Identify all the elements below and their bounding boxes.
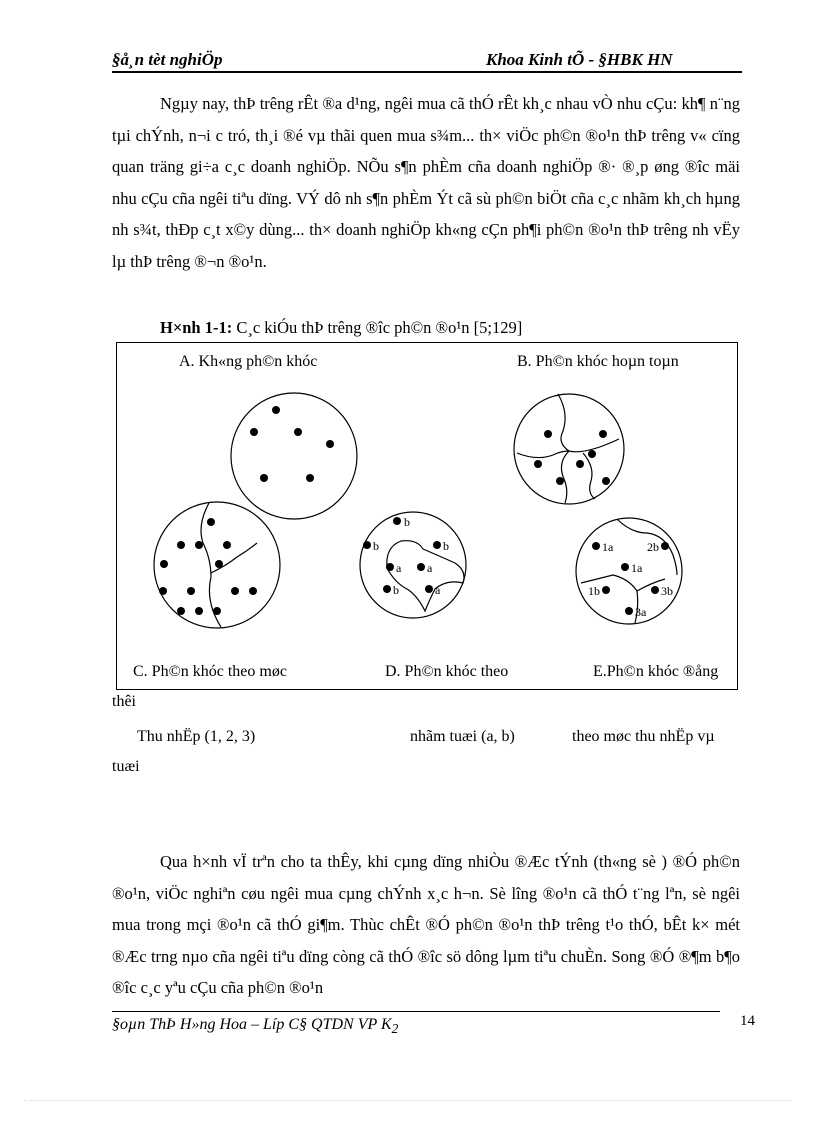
figure-caption-label: H×nh 1-1: (160, 318, 233, 337)
segment-mark: 1b (588, 584, 600, 598)
segment-mark: a (435, 583, 441, 597)
footer-author (112, 1016, 398, 1037)
dot-c (177, 541, 185, 549)
dot-d (363, 541, 371, 549)
segment-mark: b (373, 539, 379, 553)
header-right: Khoa Kinh tÕ - §HBK HN (486, 50, 673, 69)
dot-e (621, 563, 629, 571)
dot-a (294, 428, 302, 436)
segment-mark: 1a (602, 540, 614, 554)
dot-c (195, 607, 203, 615)
dot-d (393, 517, 401, 525)
boundary-b (561, 451, 569, 503)
sub-label-e-continued: tuæi (112, 758, 140, 775)
label-a: A. Kh«ng ph©n khóc (179, 353, 318, 370)
sub-label-d: nhãm tuæi (a, b) (410, 728, 515, 745)
label-c-continued: thêi (112, 693, 136, 710)
dot-e (602, 586, 610, 594)
page-edge-dotted-line (24, 1100, 792, 1101)
footer-author-text: §oµn ThÞ H»ng Hoa – Líp C§ QTDN VP K (112, 1016, 392, 1033)
dot-b (534, 460, 542, 468)
header-left: §å¸n tèt nghiÖp (112, 50, 223, 69)
dot-c (187, 587, 195, 595)
segment-mark: b (443, 539, 449, 553)
dot-c (177, 607, 185, 615)
segment-mark: a (427, 561, 433, 575)
circle-d (360, 512, 466, 618)
boundary-e (581, 575, 638, 623)
segment-mark: 3a (635, 605, 647, 619)
dot-c (207, 518, 215, 526)
label-e: E.Ph©n khóc ®ång (593, 663, 719, 680)
figure-box (116, 342, 738, 690)
footer-rule (112, 1011, 720, 1012)
segment-mark: b (404, 515, 410, 529)
dot-b (602, 477, 610, 485)
dot-b (544, 430, 552, 438)
dot-d (425, 585, 433, 593)
dot-a (260, 474, 268, 482)
paragraph-analysis: Qua h×nh vÏ trªn cho ta thÊy, khi cµng dïng nhiÒu ®Æc tÝnh (th«ng sè ) ®Ó ph©n ®o¹n, viÖc nghiªn cøu ngêi mua cµng chÝnh x¸c h¬n. Sè lîng ®o¹n cã thÓ t¨ng lªn, sè ngêi mua trong mçi ®o¹n cã thÓ gi¶m. Thùc chÊt ®Ó ph©n ®o¹n thÞ trêng t¹o thÓ, bÊt k× mét ®Æc trng nµo cña ngêi tiªu dïng còng cã thÓ ®îc sö dông lµm tiªu chuÈn. Song ®Ó ®¶m b¶o ®îc c¸c yªu cÇu cña ph©n ®o¹n (112, 852, 740, 998)
dot-a (306, 474, 314, 482)
dot-b (599, 430, 607, 438)
segmentation-diagram (117, 343, 737, 689)
paragraph-intro: Ngµy nay, thÞ trêng rÊt ®a d¹ng, ngêi mua cã thÓ rÊt kh¸c nhau vÒ nhu cÇu: kh¶ n¨ng tµi chÝnh, n¬i c tró, th¸i ®é vµ thãi quen mua s¾m... th× viÖc ph©n ®o¹n thÞ trêng v« cïng quan träng gi÷a c¸c doanh nghiÖp. NÕu s¶n phÈm cña doanh nghiÖp ®· ®¸p øng ®îc mäi nhu cÇu cña ngêi tiªu dïng. VÝ dô nh s¶n phÈm Ýt cã sù ph©n biÖt cña c¸c nhãm kh¸ch hµng nh s¾t, thÐp c¸t x©y dùng... th× doanh nghiÖp kh«ng cÇn ph¶i ph©n ®o¹n thÞ trêng nh vËy lµ thÞ trêng ®¬n ®o¹n. (112, 94, 740, 271)
boundary-b (583, 453, 595, 499)
dot-b (588, 450, 596, 458)
circle-b (514, 394, 624, 504)
boundary-b (517, 451, 569, 458)
segment-mark: 2b (647, 540, 659, 554)
dot-c (159, 587, 167, 595)
dot-e (651, 586, 659, 594)
dot-c (160, 560, 168, 568)
page-number: 14 (740, 1013, 755, 1029)
dot-a (272, 406, 280, 414)
dot-e (625, 607, 633, 615)
dot-d (383, 585, 391, 593)
dot-d (417, 563, 425, 571)
label-d: D. Ph©n khóc theo (385, 663, 509, 680)
footer-subscript: 2 (391, 1021, 399, 1037)
label-c: C. Ph©n khóc theo møc (133, 663, 287, 680)
dot-c (223, 541, 231, 549)
dot-a (250, 428, 258, 436)
dot-d (433, 541, 441, 549)
segment-mark: a (396, 561, 402, 575)
dot-e (592, 542, 600, 550)
dot-a (326, 440, 334, 448)
segment-mark: b (393, 583, 399, 597)
circle-a (231, 393, 357, 519)
circle-e-group (576, 518, 682, 624)
boundary-b (558, 394, 619, 452)
boundary-c (211, 543, 257, 573)
circle-d-group (360, 512, 466, 618)
segment-mark: 3b (661, 584, 673, 598)
dot-c (195, 541, 203, 549)
dot-c (215, 560, 223, 568)
header-rule (112, 71, 742, 73)
circle-b-group (514, 394, 624, 504)
dot-c (213, 607, 221, 615)
figure-caption-text: C¸c kiÓu thÞ trêng ®îc ph©n ®o¹n [5;129] (232, 318, 523, 337)
segment-mark: 1a (631, 561, 643, 575)
circle-c-group (154, 502, 280, 628)
dot-b (556, 477, 564, 485)
dot-c (249, 587, 257, 595)
circle-a-group (231, 393, 357, 519)
figure-caption (160, 318, 522, 338)
sub-label-c: Thu nhËp (1, 2, 3) (137, 728, 256, 745)
dot-e (661, 542, 669, 550)
label-b: B. Ph©n khóc hoµn toµn (517, 353, 679, 370)
sub-label-e: theo møc thu nhËp vµ (572, 728, 715, 745)
dot-b (576, 460, 584, 468)
dot-c (231, 587, 239, 595)
dot-d (386, 563, 394, 571)
